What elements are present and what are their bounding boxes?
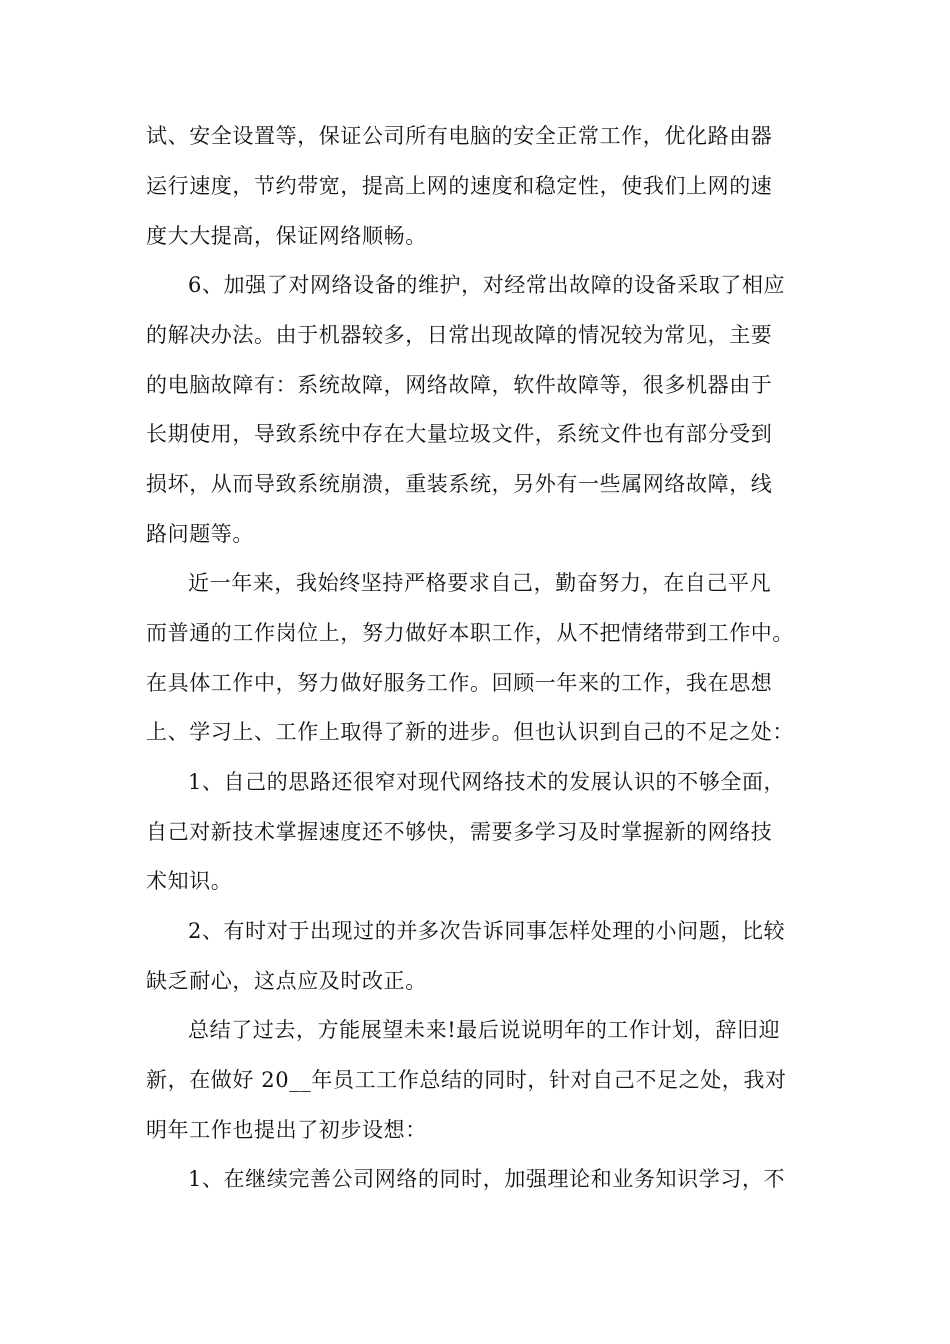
paragraph-start-line: 2、有时对于出现过的并多次告诉同事怎样处理的小问题，比较: [188, 919, 786, 943]
text-line: 新，在做好 20__年员工工作总结的同时，针对自己不足之处，我对: [146, 1068, 787, 1092]
text-line: 上、学习上、工作上取得了新的进步。但也认识到自己的不足之处：: [146, 720, 794, 744]
text-line: 而普通的工作岗位上，努力做好本职工作，从不把情绪带到工作中。: [146, 621, 794, 645]
paragraph-start-line: 总结了过去，方能展望未来!最后说说明年的工作计划，辞旧迎: [188, 1018, 781, 1042]
paragraph-start-line: 1、在继续完善公司网络的同时，加强理论和业务知识学习，不: [188, 1167, 786, 1191]
paragraph-start-line: 6、加强了对网络设备的维护，对经常出故障的设备采取了相应: [188, 273, 786, 297]
text-line: 明年工作也提出了初步设想：: [146, 1118, 427, 1142]
text-line: 试、安全设置等，保证公司所有电脑的安全正常工作，优化路由器: [146, 124, 773, 148]
text-line: 度大大提高，保证网络顺畅。: [146, 224, 427, 248]
text-line: 损坏，从而导致系统崩溃，重装系统，另外有一些属网络故障，线: [146, 472, 773, 496]
text-line: 自己对新技术掌握速度还不够快，需要多学习及时掌握新的网络技: [146, 820, 773, 844]
text-line: 的电脑故障有：系统故障，网络故障，软件故障等，很多机器由于: [146, 373, 773, 397]
text-line: 缺乏耐心，这点应及时改正。: [146, 969, 427, 993]
paragraph-start-line: 近一年来，我始终坚持严格要求自己，勤奋努力，在自己平凡: [188, 571, 772, 595]
text-line: 在具体工作中，努力做好服务工作。回顾一年来的工作，我在思想: [146, 671, 773, 695]
text-line: 路问题等。: [146, 522, 254, 546]
text-line: 的解决办法。由于机器较多，日常出现故障的情况较为常见，主要: [146, 323, 773, 347]
text-line: 运行速度，节约带宽，提高上网的速度和稳定性，使我们上网的速: [146, 174, 773, 198]
text-line: 术知识。: [146, 869, 233, 893]
text-line: 长期使用，导致系统中存在大量垃圾文件，系统文件也有部分受到: [146, 422, 773, 446]
paragraph-start-line: 1、自己的思路还很窄对现代网络技术的发展认识的不够全面，: [188, 770, 786, 794]
